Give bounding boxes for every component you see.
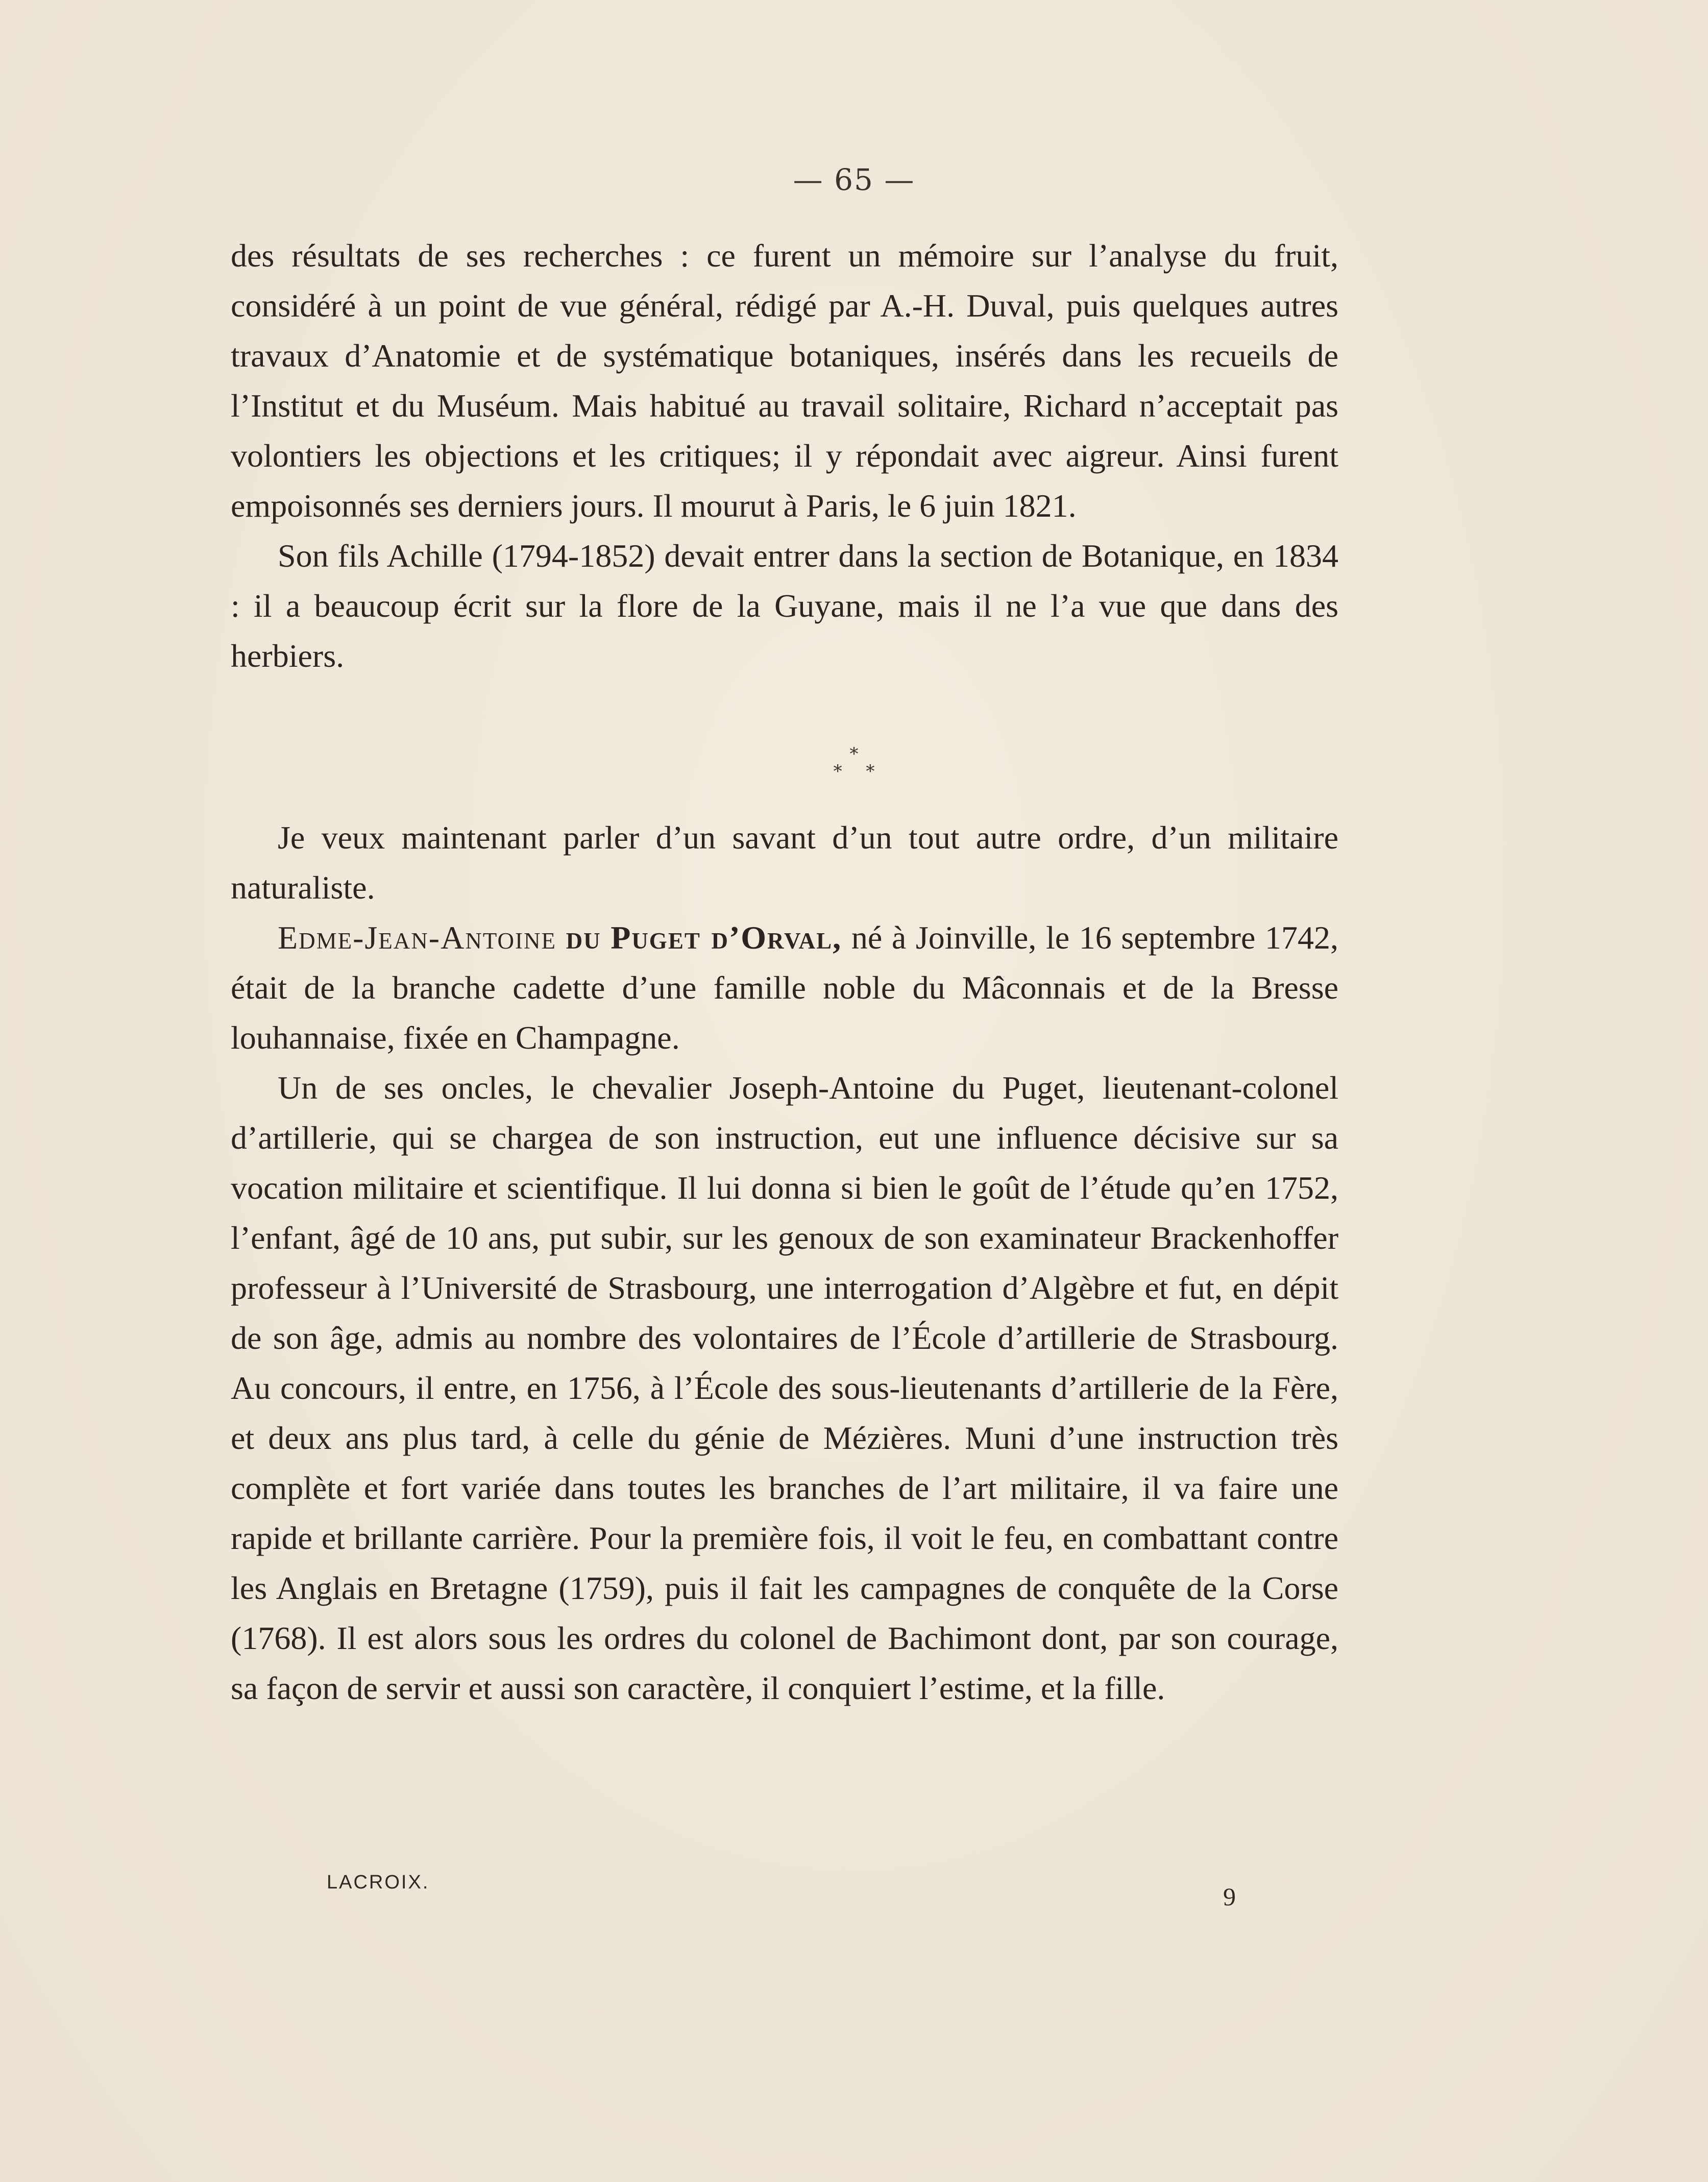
asterism-star-top: * [849,744,859,764]
signature-mark: 9 [1223,1882,1236,1911]
page-number: — 65 — [793,162,915,197]
text-block-lower [231,813,1338,1713]
biography-birth-text: né à Joinville, le 16 septembre 1742, était de la branche cadette d’une famille noble du Mâconnais et de la Bresse louhannaise, fixée en Champagne. [231,919,1338,1056]
asterism-divider [0,745,1708,780]
person-particle: du [566,919,601,956]
footer-author: LACROIX. [327,1872,430,1893]
paragraph-continuation: des résultats de ses recherches : ce furent un mémoire sur l’analyse du fruit, considéré à un point de vue général, rédigé par A.-H. Duval, puis quelques autres travaux d’Anatomie et de systématique botaniques, insérés dans les recueils de l’Institut et du Muséum. Mais habitué au travail solitaire, Richard n’acceptait pas volontiers les objections et les critiques; il y répondait avec aigreur. Ainsi furent empoisonnés ses derniers jours. Il mourut à Paris, le 6 juin 1821. [231,237,1338,524]
paragraph-intro-naturaliste: Je veux maintenant parler d’un savant d’un tout autre ordre, d’un militaire naturaliste. [231,819,1338,906]
text-block-upper [231,231,1338,681]
paragraph-career: Un de ses oncles, le chevalier Joseph-Antoine du Puget, lieutenant-colonel d’artillerie, qui se chargea de son instruction, eut une influence décisive sur sa vocation militaire et scientifique. Il lui donna si bien le goût de l’étude qu’en 1752, l’enfant, âgé de 10 ans, put subir, sur les genoux de son examinateur Brackenhoffer professeur à l’Université de Strasbourg, une interrogation d’Algèbre et fut, en dépit de son âge, admis au nombre des volontaires de l’École d’artillerie de Strasbourg. Au concours, il entre, en 1756, à l’École des sous-lieutenants d’artillerie de la Fère, et deux ans plus tard, à celle du génie de Mézières. Muni d’une instruction très complète et fort variée dans toutes les branches de l’art militaire, il va faire une rapide et brillante carrière. Pour la première fois, il voit le feu, en combattant contre les Anglais en Bretagne (1759), puis il fait les campagnes de conquête de la Corse (1768). Il est alors sous les ordres du colonel de Bachimont dont, par son courage, sa façon de servir et aussi son caractère, il conquiert l’estime, et la fille. [231,1070,1338,1706]
person-given-names: Edme-Jean-Antoine [278,919,556,956]
paragraph-achille: Son fils Achille (1794-1852) devait entrer dans la section de Botanique, en 1834 : il a beaucoup écrit sur la flore de la Guyane, mais il ne l’a vue que dans des herbiers. [231,538,1338,674]
person-surname: Puget d’Orval, [611,919,842,956]
asterism-stars-bottom: * * [833,761,884,782]
paragraph-biography-start [231,913,1338,1063]
